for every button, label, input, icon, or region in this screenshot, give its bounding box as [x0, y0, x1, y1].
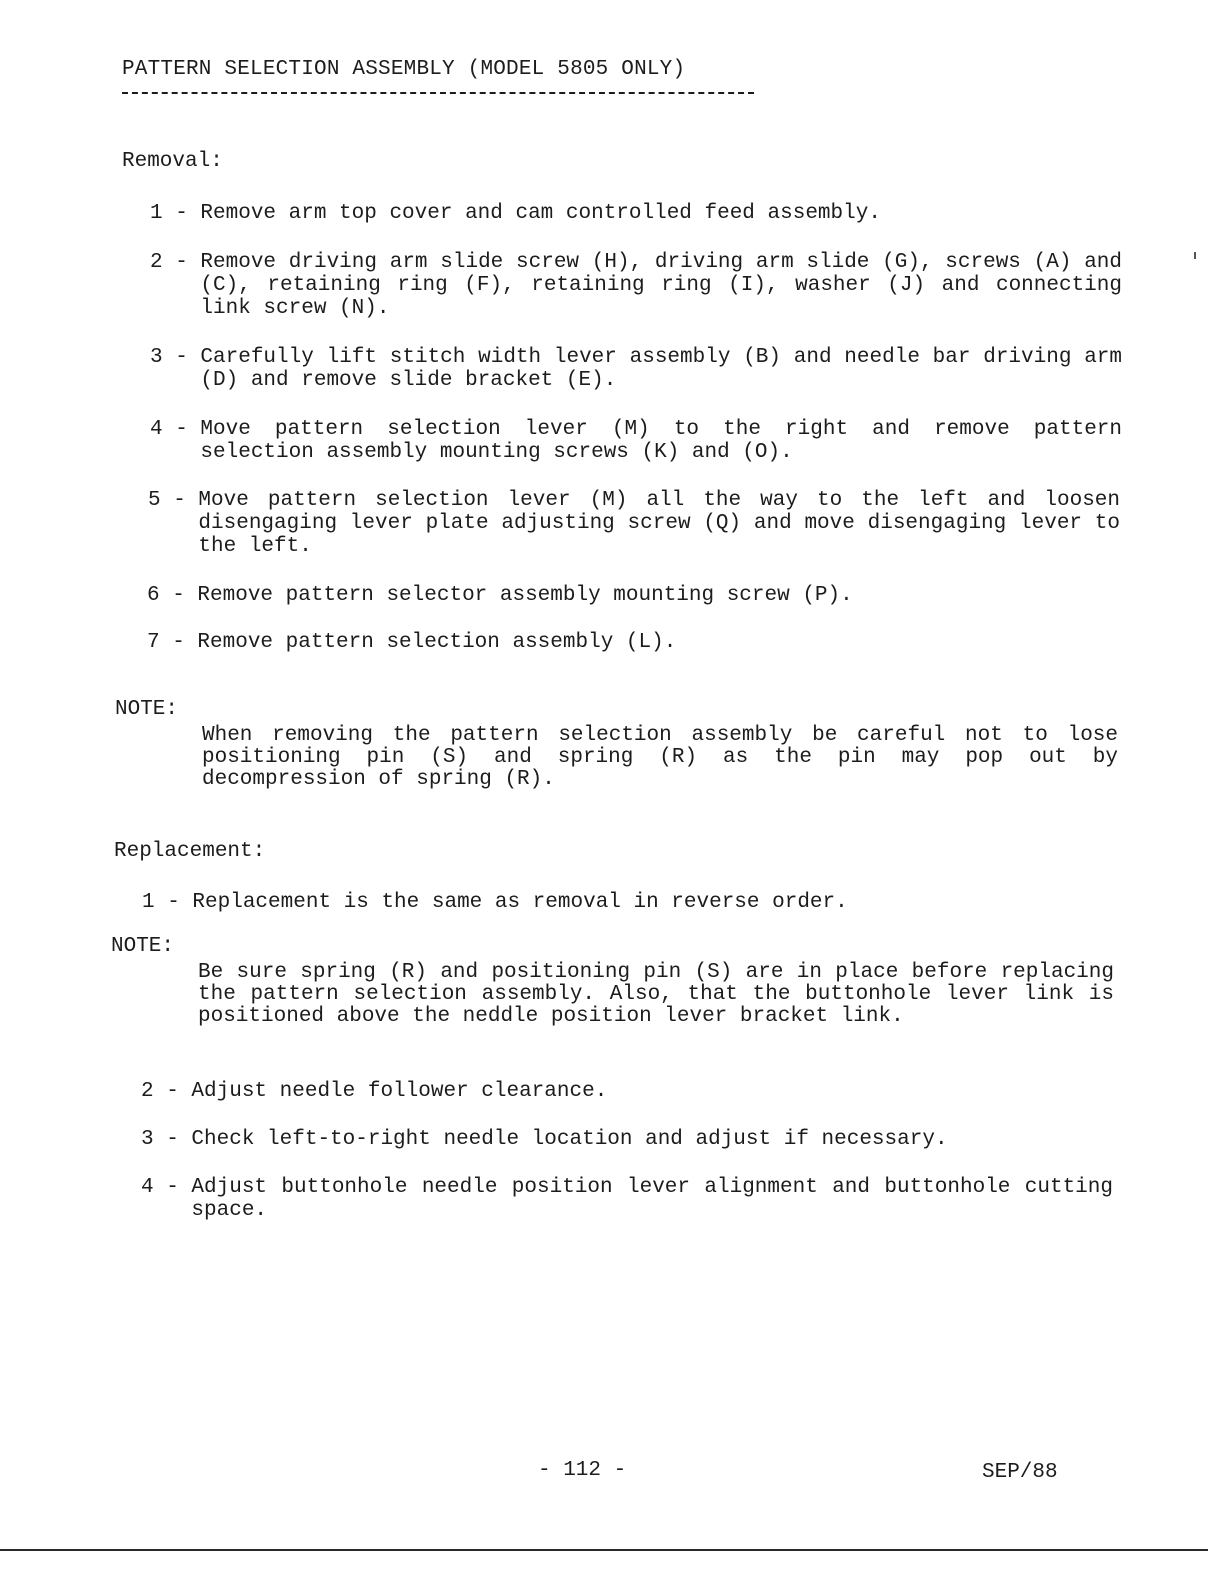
removal-step-5 [148, 489, 1120, 558]
step-number: 2 - [141, 1080, 192, 1103]
removal-step-2 [150, 251, 1122, 320]
replacement-note-text: Be sure spring (R) and positioning pin (S) are in place before replacing the pattern selection assembly. Also, that the buttonhole lever link is positioned above the neddle position lever bracket link. [198, 961, 1114, 1028]
replacement-note-label: NOTE: [111, 935, 175, 958]
removal-step-6 [147, 584, 987, 607]
replacement-step-1 [142, 891, 982, 914]
step-number: 4 - [141, 1176, 192, 1199]
step-number: 6 - [147, 584, 198, 607]
step-text: Move pattern selection lever (M) to the right and remove pattern selection assembly mounting screws (K) and (O). [200, 418, 1122, 464]
step-text: Adjust needle follower clearance. [191, 1080, 608, 1103]
step-number: 1 - [150, 202, 201, 225]
removal-heading: Removal: [122, 150, 223, 173]
replacement-step-3 [141, 1128, 1081, 1151]
step-text: Remove pattern selection assembly (L). [197, 631, 677, 654]
step-text: Check left-to-right needle location and adjust if necessary. [191, 1128, 948, 1151]
step-number: 1 - [142, 891, 193, 914]
removal-note-label: NOTE: [115, 698, 179, 721]
step-text: Replacement is the same as removal in reverse order. [192, 891, 848, 914]
step-number: 4 - [150, 418, 201, 441]
replacement-step-2 [141, 1080, 981, 1103]
step-text: Adjust buttonhole needle position lever alignment and buttonhole cutting space. [191, 1176, 1113, 1222]
page-number: - 112 - [538, 1459, 627, 1482]
removal-note-text: When removing the pattern selection assembly be careful not to lose positioning pin (S) and spring (R) as the pin may pop out by decompression of spring (R). [202, 724, 1118, 791]
removal-step-7 [147, 631, 987, 654]
revision-date: SEP/88 [982, 1461, 1058, 1484]
bottom-rule [0, 1549, 1208, 1551]
removal-step-4 [150, 418, 1122, 464]
step-text: Remove pattern selector assembly mounting screw (P). [197, 584, 853, 607]
step-text: Remove driving arm slide screw (H), driving arm slide (G), screws (A) and (C), retaining ring (F), retaining ring (I), washer (J) and connecting link screw (N). [200, 251, 1122, 320]
step-number: 7 - [147, 631, 198, 654]
replacement-heading: Replacement: [114, 840, 266, 863]
title-underline [122, 92, 754, 94]
removal-step-1 [150, 202, 990, 225]
margin-mark [1194, 252, 1196, 259]
step-number: 3 - [150, 346, 201, 369]
removal-step-3 [150, 346, 1122, 392]
replacement-step-4 [141, 1176, 1113, 1222]
page-title: PATTERN SELECTION ASSEMBLY (MODEL 5805 ONLY) [122, 58, 686, 81]
step-number: 3 - [141, 1128, 192, 1151]
step-number: 5 - [148, 489, 199, 512]
step-number: 2 - [150, 251, 201, 274]
step-text: Remove arm top cover and cam controlled feed assembly. [200, 202, 881, 225]
step-text: Carefully lift stitch width lever assembly (B) and needle bar driving arm (D) and remove slide bracket (E). [200, 346, 1122, 392]
step-text: Move pattern selection lever (M) all the way to the left and loosen disengaging lever plate adjusting screw (Q) and move disengaging lever to the left. [198, 489, 1120, 558]
